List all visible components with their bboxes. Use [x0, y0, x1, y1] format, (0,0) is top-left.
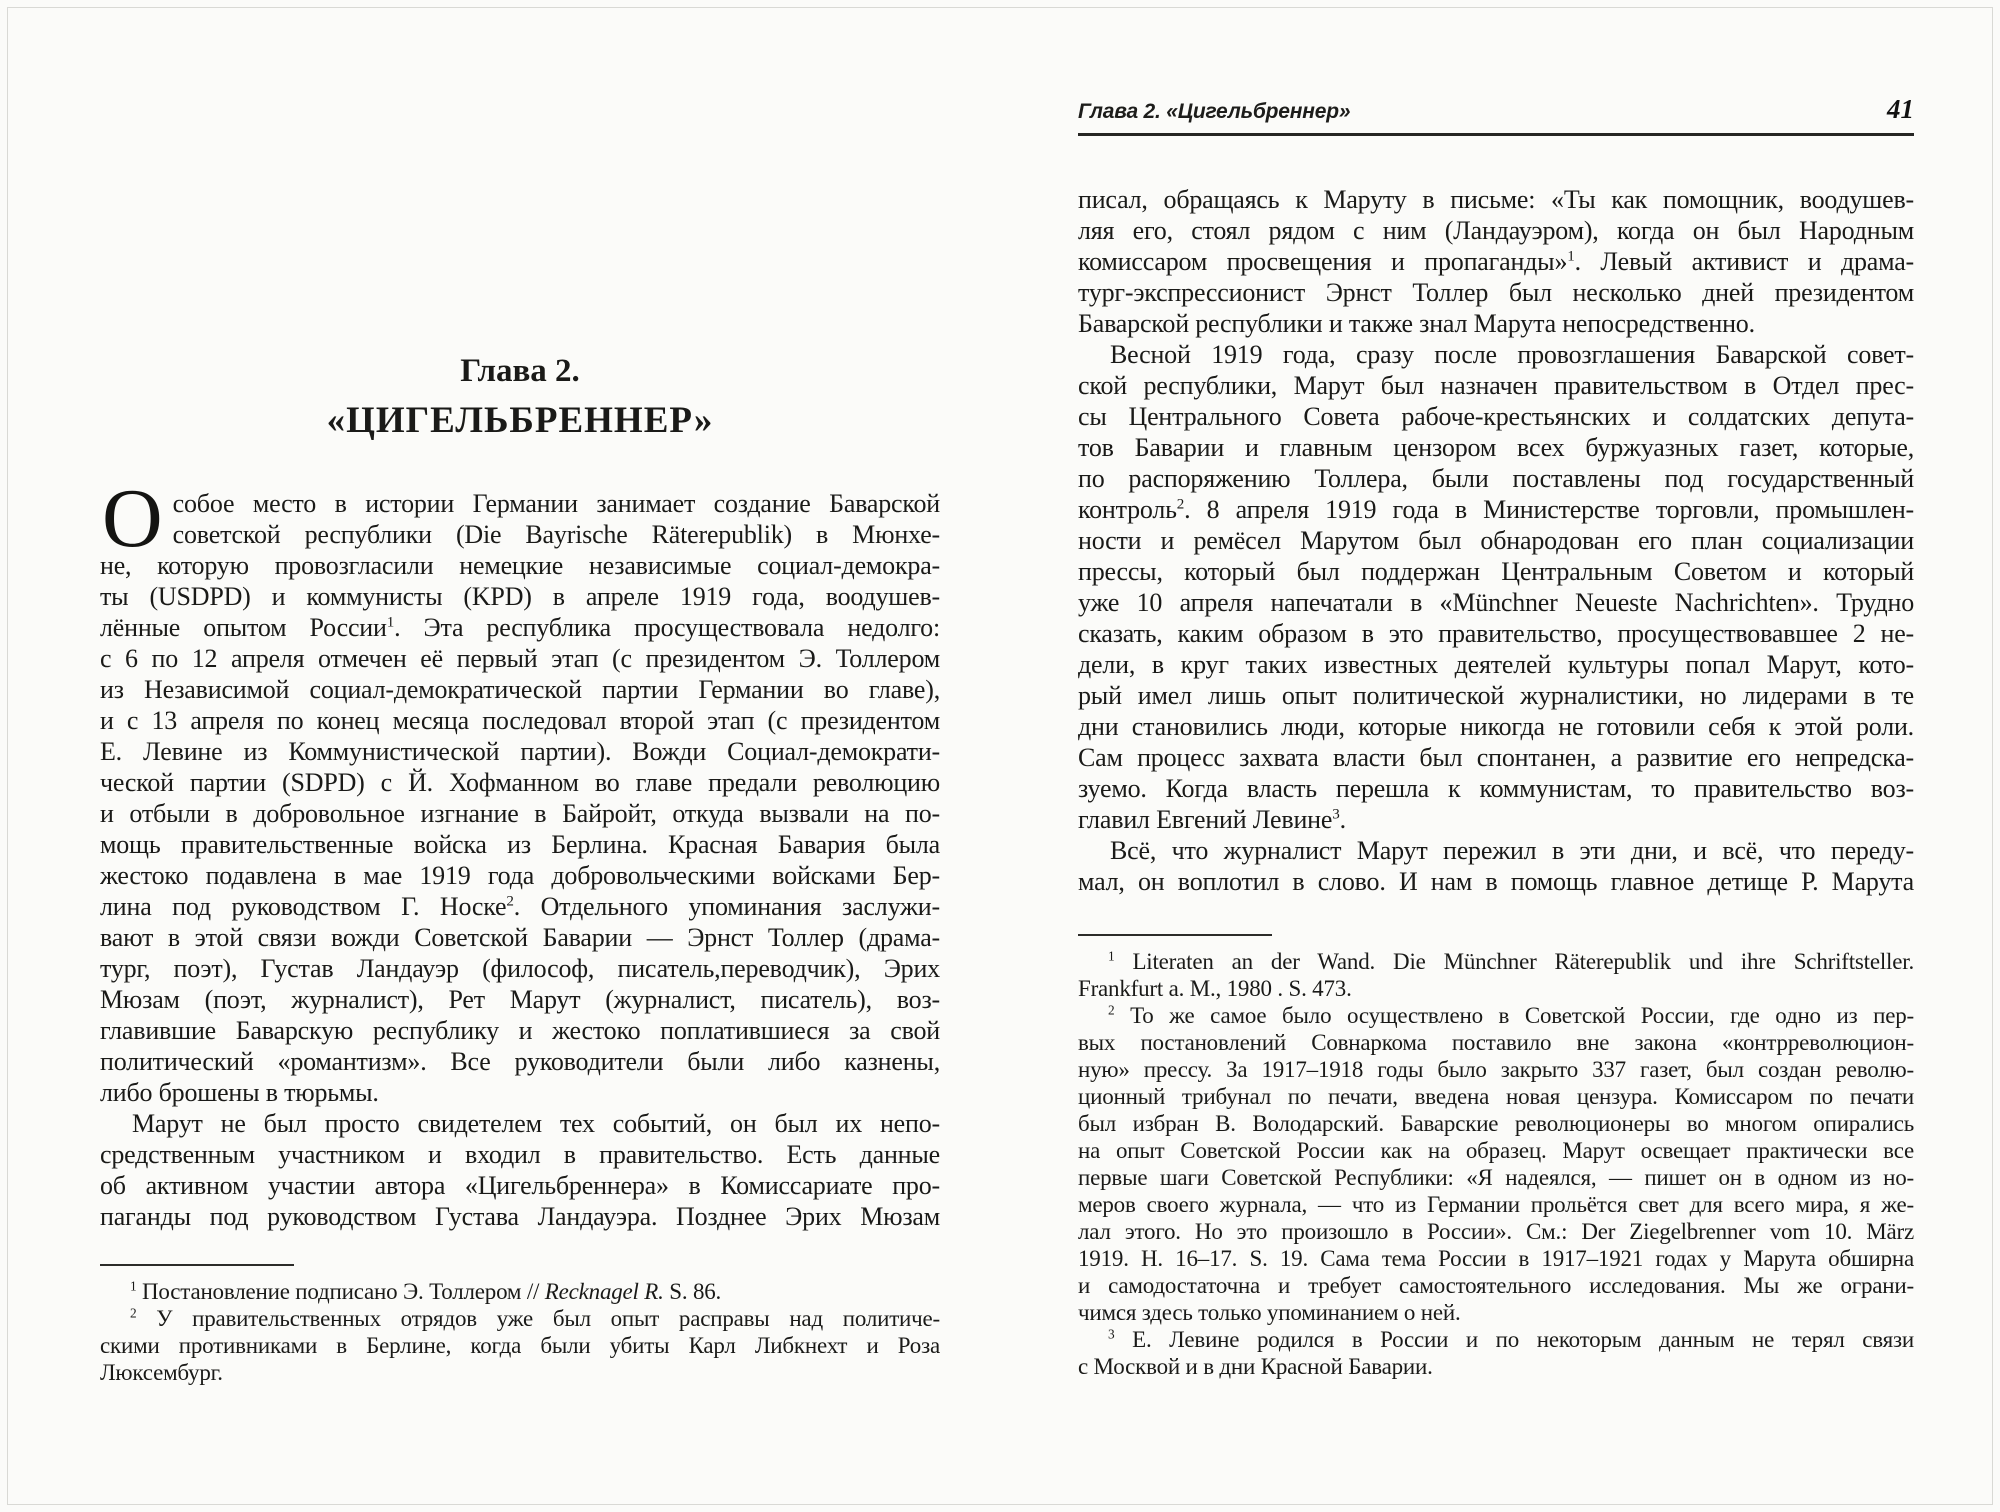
- text-line: лал этого. Но это произошло в России». См.: Der Ziegelbrenner vom 10. März: [1078, 1219, 1914, 1244]
- text-line: писал, обращаясь к Маруту в письме: «Ты как помощник, воодушев-: [1078, 185, 1914, 214]
- text-line: с 6 по 12 апреля отмечен её первый этап (с президентом Э. Толлером: [100, 644, 940, 673]
- text-line: Весной 1919 года, сразу после провозглашения Баварской совет-: [1110, 340, 1914, 369]
- text-line: лина под руководством Г. Носке$^2$. Отдельного упоминания заслужи-: [100, 892, 940, 921]
- text-line: дни становились люди, которые никогда не готовили себя к этой роли.: [1078, 712, 1914, 741]
- text-line: первые шаги Советской Республики: «Я надеялся, — пишет он в одном из но-: [1078, 1165, 1914, 1190]
- text-line: $^1$ Постановление подписано Э. Толлером // Recknagel R. S. 86.: [130, 1278, 722, 1304]
- text-line: мал, он воплотил в слово. И нам в помощь главное детище Р. Марута: [1078, 867, 1914, 896]
- text-line: средственным участником и входил в правительство. Есть данные: [100, 1140, 940, 1169]
- text-line: прессы, который был поддержан Центральным Советом и который: [1078, 557, 1914, 586]
- text-line: ты (USDPD) и коммунисты (KPD) в апреле 1919 года, воодушев-: [100, 582, 940, 611]
- chapter-title: «ЦИГЕЛЬБРЕННЕР»: [326, 400, 714, 441]
- text-line: 1919. H. 16–17. S. 19. Сама тема России в 1917–1921 годах у Марута обширна: [1078, 1246, 1914, 1271]
- footnote-lines-right: [1078, 948, 1914, 1380]
- text-line: вают в этой связи вожди Советской Баварии — Эрнст Толлер (драма-: [100, 923, 940, 952]
- text-line: и отбыли в добровольное изгнание в Байройт, откуда вызвали на по-: [100, 799, 940, 828]
- text-line: и с 13 апреля по конец месяца последовал второй этап (с президентом: [100, 706, 940, 735]
- text-line: сказать, каким образом в это правительство, просуществовавшее 2 не-: [1078, 619, 1914, 648]
- chapter-heading: [100, 350, 940, 444]
- text-line: из Независимой социал-демократической партии Германии во главе),: [100, 675, 940, 704]
- text-line: лённые опытом России$^1$. Эта республика просуществовала недолго:: [100, 613, 940, 642]
- text-line: зуемо. Когда власть перешла к коммунистам, то правительство воз-: [1078, 774, 1914, 803]
- text-line: об активном участии автора «Цигельбреннера» в Комиссариате про-: [100, 1171, 940, 1200]
- text-line: контроль$^2$. 8 апреля 1919 года в Министерстве торговли, промышлен-: [1078, 495, 1914, 524]
- text-line: паганды под руководством Густава Ландауэра. Позднее Эрих Мюзам: [100, 1202, 940, 1231]
- body-text-right: [1078, 184, 1914, 897]
- text-line: был избран В. Володарский. Баварские революционеры во многом опирались: [1078, 1111, 1914, 1136]
- text-line: и самодостаточна и требует самостоятельного исследования. Мы же ограни-: [1078, 1273, 1914, 1298]
- text-line: тург-экспрессионист Эрнст Толлер был несколько дней президентом: [1078, 278, 1914, 307]
- text-line: советской республики (Die Bayrische Räterepublik) в Мюнхе-: [172, 520, 940, 549]
- text-line: ционный трибунал по печати, введена новая цензура. Комиссаром по печати: [1078, 1084, 1914, 1109]
- text-line: на опыт Советской России как на образец. Марут освещает практически все: [1078, 1138, 1914, 1163]
- running-header: [1078, 94, 1914, 136]
- text-line: Сам процесс захвата власти был спонтанен, а развитие его непредска-: [1078, 743, 1914, 772]
- text-line: ности и ремёсел Марутом был обнародован его план социализации: [1078, 526, 1914, 555]
- text-line: комиссаром просвещения и пропаганды»$^1$. Левый активист и драма-: [1078, 247, 1914, 276]
- text-line: с Москвой и в дни Красной Баварии.: [1078, 1354, 1433, 1379]
- text-line: Люксембург.: [100, 1360, 223, 1385]
- text-line: собое место в истории Германии занимает создание Баварской: [172, 489, 940, 518]
- footnotes-left: [100, 1264, 940, 1386]
- text-line: либо брошены в тюрьмы.: [100, 1078, 379, 1107]
- text-line: мощь правительственные войска из Берлина. Красная Бавария была: [100, 830, 940, 859]
- text-line: чимся здесь только упоминанием о ней.: [1078, 1300, 1461, 1325]
- page-left: [100, 0, 940, 1512]
- text-line: дели, в круг таких известных деятелей культуры попал Марут, кото-: [1078, 650, 1914, 679]
- text-line: ской республики, Марут был назначен правительством в Отдел прес-: [1078, 371, 1914, 400]
- text-line: ческой партии (SDPD) с Й. Хофманном во главе предали революцию: [100, 768, 940, 797]
- text-line: Frankfurt a. M., 1980 . S. 473.: [1078, 976, 1352, 1001]
- text-line: главил Евгений Левине$^3$.: [1078, 805, 1346, 834]
- footnotes-right: [1078, 934, 1914, 1380]
- text-line: $^2$ У правительственных отрядов уже был опыт расправы над политиче-: [130, 1305, 940, 1331]
- text-line: тов Баварии и главным цензором всех буржуазных газет, которые,: [1078, 433, 1914, 462]
- text-line: по распоряжению Толлера, были поставлены под государственный: [1078, 464, 1914, 493]
- text-line: Баварской республики и также знал Марута непосредственно.: [1078, 309, 1755, 338]
- text-line: Мюзам (поэт, журналист), Рет Марут (журналист, писатель), воз-: [100, 985, 940, 1014]
- text-line: главившие Баварскую республику и жестоко поплатившиеся за свой: [100, 1016, 940, 1045]
- text-line: жестоко подавлена в мае 1919 года добровольческими войсками Бер-: [100, 861, 940, 890]
- drop-cap: О: [102, 472, 163, 565]
- running-header-title: Глава 2. «Цигельбреннер»: [1078, 100, 1351, 123]
- text-line: $^2$ То же самое было осуществлено в Советской России, где одно из пер-: [1108, 1002, 1914, 1028]
- text-line: уже 10 апреля напечатали в «Münchner Neueste Nachrichten». Трудно: [1078, 588, 1914, 617]
- text-line: сы Центрального Совета рабоче-крестьянских и солдатских депута-: [1078, 402, 1914, 431]
- text-line: $^1$ Literaten an der Wand. Die Münchner Räterepublik und ihre Schriftsteller.: [1108, 948, 1914, 974]
- page-number: 41: [1887, 94, 1914, 124]
- chapter-number: Глава 2.: [460, 353, 580, 389]
- text-line: Е. Левине из Коммунистической партии). Вожди Социал-демократи-: [100, 737, 940, 766]
- text-line: вых постановлений Совнаркома поставило вне закона «контрреволюцион-: [1078, 1030, 1914, 1055]
- footnote-lines-left: [100, 1278, 940, 1386]
- text-line: Всё, что журналист Марут пережил в эти дни, и всё, что переду-: [1110, 836, 1914, 865]
- text-line: Марут не был просто свидетелем тех событий, он был их непо-: [132, 1109, 940, 1138]
- body-text-left: [100, 472, 940, 1232]
- text-line: ляя его, стоял рядом с ним (Ландауэром), когда он был Народным: [1078, 216, 1914, 245]
- text-line: тург, поэт), Густав Ландауэр (философ, писатель,переводчик), Эрих: [100, 954, 940, 983]
- text-line: ную» прессу. За 1917–1918 годы было закрыто 337 газет, был создан револю-: [1078, 1057, 1914, 1082]
- page-right: [1078, 0, 1914, 1512]
- text-line: рый имел лишь опыт политической журналистики, но лидерами в те: [1078, 681, 1914, 710]
- text-line: политический «романтизм». Все руководители были либо казнены,: [100, 1047, 940, 1076]
- text-line: не, которую провозгласили немецкие независимые социал-демокра-: [100, 551, 940, 580]
- text-line: скими противниками в Берлине, когда были убиты Карл Либкнехт и Роза: [100, 1333, 940, 1358]
- text-line: $^3$ Е. Левине родился в России и по некоторым данным не терял связи: [1108, 1326, 1914, 1352]
- text-line: меров своего журнала, — что из Германии прольётся свет для всего мира, я же-: [1078, 1192, 1914, 1217]
